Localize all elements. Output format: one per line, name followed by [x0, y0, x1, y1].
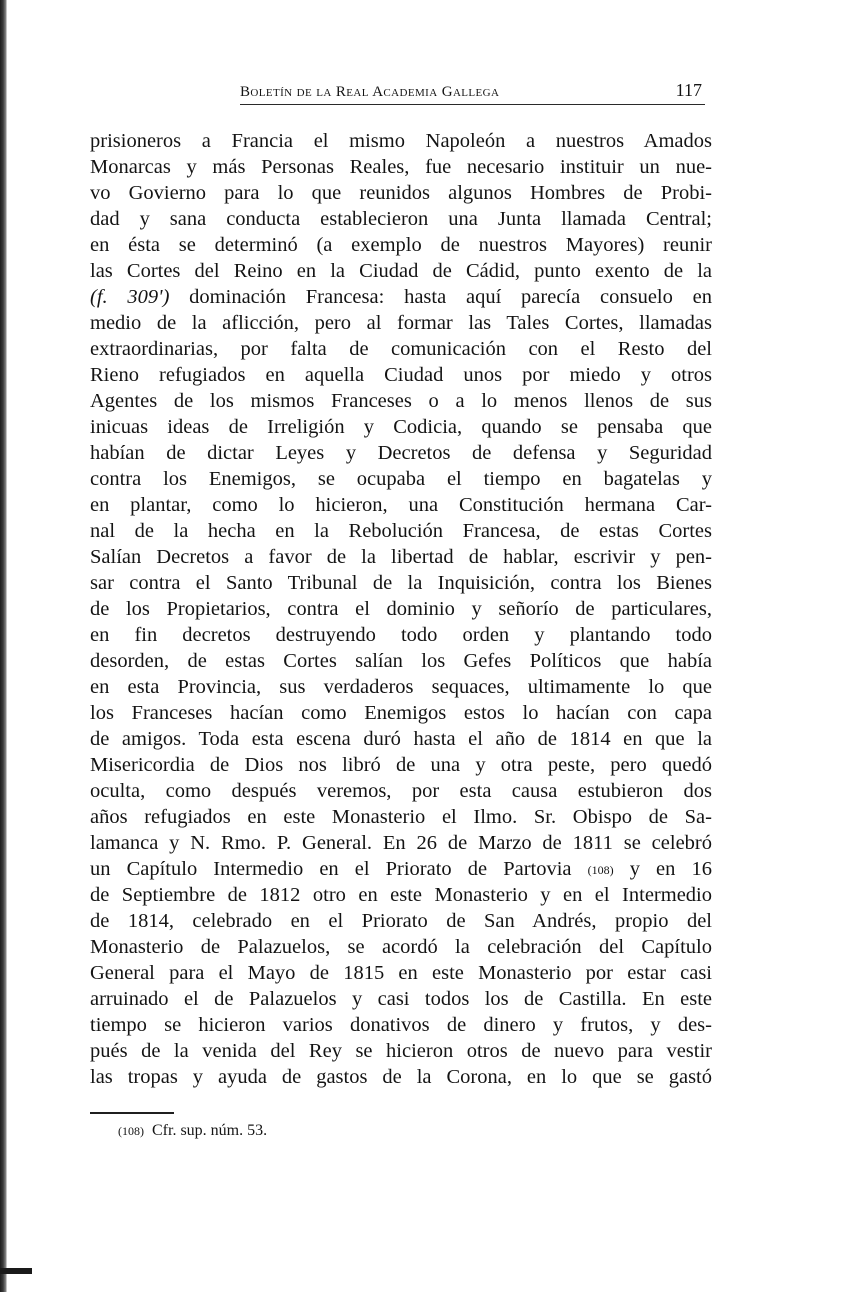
footnote-reference: (108) — [587, 863, 614, 877]
text-line: Misericordia de Dios nos libró de una y otra peste, pero quedó — [90, 754, 712, 776]
text-line-tail: y en 16 — [629, 858, 712, 880]
text-line: oculta, como después veremos, por esta causa estubieron dos — [90, 780, 712, 802]
text-line-with-footnote-ref — [90, 856, 712, 882]
page-number: 117 — [675, 80, 702, 100]
header-rule — [240, 104, 705, 105]
text-line: años refugiados en este Monasterio el Ilmo. Sr. Obispo de Sa- — [90, 806, 712, 828]
running-title: Boletín de la Real Academia Gallega — [240, 84, 500, 100]
text-line: los Franceses hacían como Enemigos estos lo hacían con capa — [90, 702, 712, 724]
text-line: contra los Enemigos, se ocupaba el tiempo en bagatelas y — [90, 468, 712, 490]
text-line: desorden, de estas Cortes salían los Gefes Políticos que había — [90, 650, 712, 672]
text-line: General para el Mayo de 1815 en este Monasterio por estar casi — [90, 962, 712, 984]
body-text — [90, 128, 712, 1090]
book-spine-shadow — [0, 0, 7, 1292]
text-line: en esta Provincia, sus verdaderos sequaces, ultimamente lo que — [90, 676, 712, 698]
text-line-with-folio — [90, 284, 712, 310]
text-line: sar contra el Santo Tribunal de la Inquisición, contra los Bienes — [90, 572, 712, 594]
text-line: Agentes de los mismos Franceses o a lo menos llenos de sus — [90, 390, 712, 412]
text-line: inicuas ideas de Irreligión y Codicia, quando se pensaba que — [90, 416, 712, 438]
text-line: de 1814, celebrado en el Priorato de San Andrés, propio del — [90, 910, 712, 932]
text-line: habían de dictar Leyes y Decretos de defensa y Seguridad — [90, 442, 712, 464]
text-line: Monarcas y más Personas Reales, fue necesario instituir un nue- — [90, 156, 712, 178]
footnote-number: (108) — [118, 1124, 144, 1138]
text-line-start: un Capítulo Intermedio en el Priorato de Partovia — [90, 858, 572, 880]
text-line: las tropas y ayuda de gastos de la Corona, en lo que se gastó — [90, 1066, 712, 1088]
book-spine-corner — [0, 1268, 32, 1274]
text-line: en fin decretos destruyendo todo orden y plantando todo — [90, 624, 712, 646]
footnote-text: Cfr. sup. núm. 53. — [152, 1122, 268, 1139]
text-line: dad y sana conducta establecieron una Junta llamada Central; — [90, 208, 712, 230]
text-line: en ésta se determinó (a exemplo de nuestros Mayores) reunir — [90, 234, 712, 256]
text-line: en plantar, como lo hicieron, una Constitución hermana Car- — [90, 494, 712, 516]
running-header — [90, 78, 710, 108]
text-line: Monasterio de Palazuelos, se acordó la celebración del Capítulo — [90, 936, 712, 958]
text-line: Rieno refugiados en aquella Ciudad unos por miedo y otros — [90, 364, 712, 386]
text-line: extraordinarias, por falta de comunicación con el Resto del — [90, 338, 712, 360]
text-line: de los Propietarios, contra el dominio y señorío de particulares, — [90, 598, 712, 620]
text-line: prisioneros a Francia el mismo Napoleón a nuestros Amados — [90, 130, 712, 152]
text-line: nal de la hecha en la Rebolución Francesa, de estas Cortes — [90, 520, 712, 542]
text-line: arruinado el de Palazuelos y casi todos los de Castilla. En este — [90, 988, 712, 1010]
text-line: de Septiembre de 1812 otro en este Monasterio y en el Intermedio — [90, 884, 712, 906]
footnote — [118, 1122, 267, 1140]
text-line: medio de la aflicción, pero al formar las Tales Cortes, llamadas — [90, 312, 712, 334]
text-line: pués de la venida del Rey se hicieron otros de nuevo para vestir — [90, 1040, 712, 1062]
text-line-rest: dominación Francesa: hasta aquí parecía consuelo en — [189, 286, 712, 308]
text-line: vo Govierno para lo que reunidos algunos Hombres de Probi- — [90, 182, 712, 204]
footnote-rule — [90, 1112, 174, 1114]
folio-reference: (f. 309') — [90, 286, 170, 308]
text-line: de amigos. Toda esta escena duró hasta el año de 1814 en que la — [90, 728, 712, 750]
text-line: lamanca y N. Rmo. P. General. En 26 de Marzo de 1811 se celebró — [90, 832, 712, 854]
text-line: Salían Decretos a favor de la libertad de hablar, escrivir y pen- — [90, 546, 712, 568]
text-line: las Cortes del Reino en la Ciudad de Cádid, punto exento de la — [90, 260, 712, 282]
text-line: tiempo se hicieron varios donativos de dinero y frutos, y des- — [90, 1014, 712, 1036]
